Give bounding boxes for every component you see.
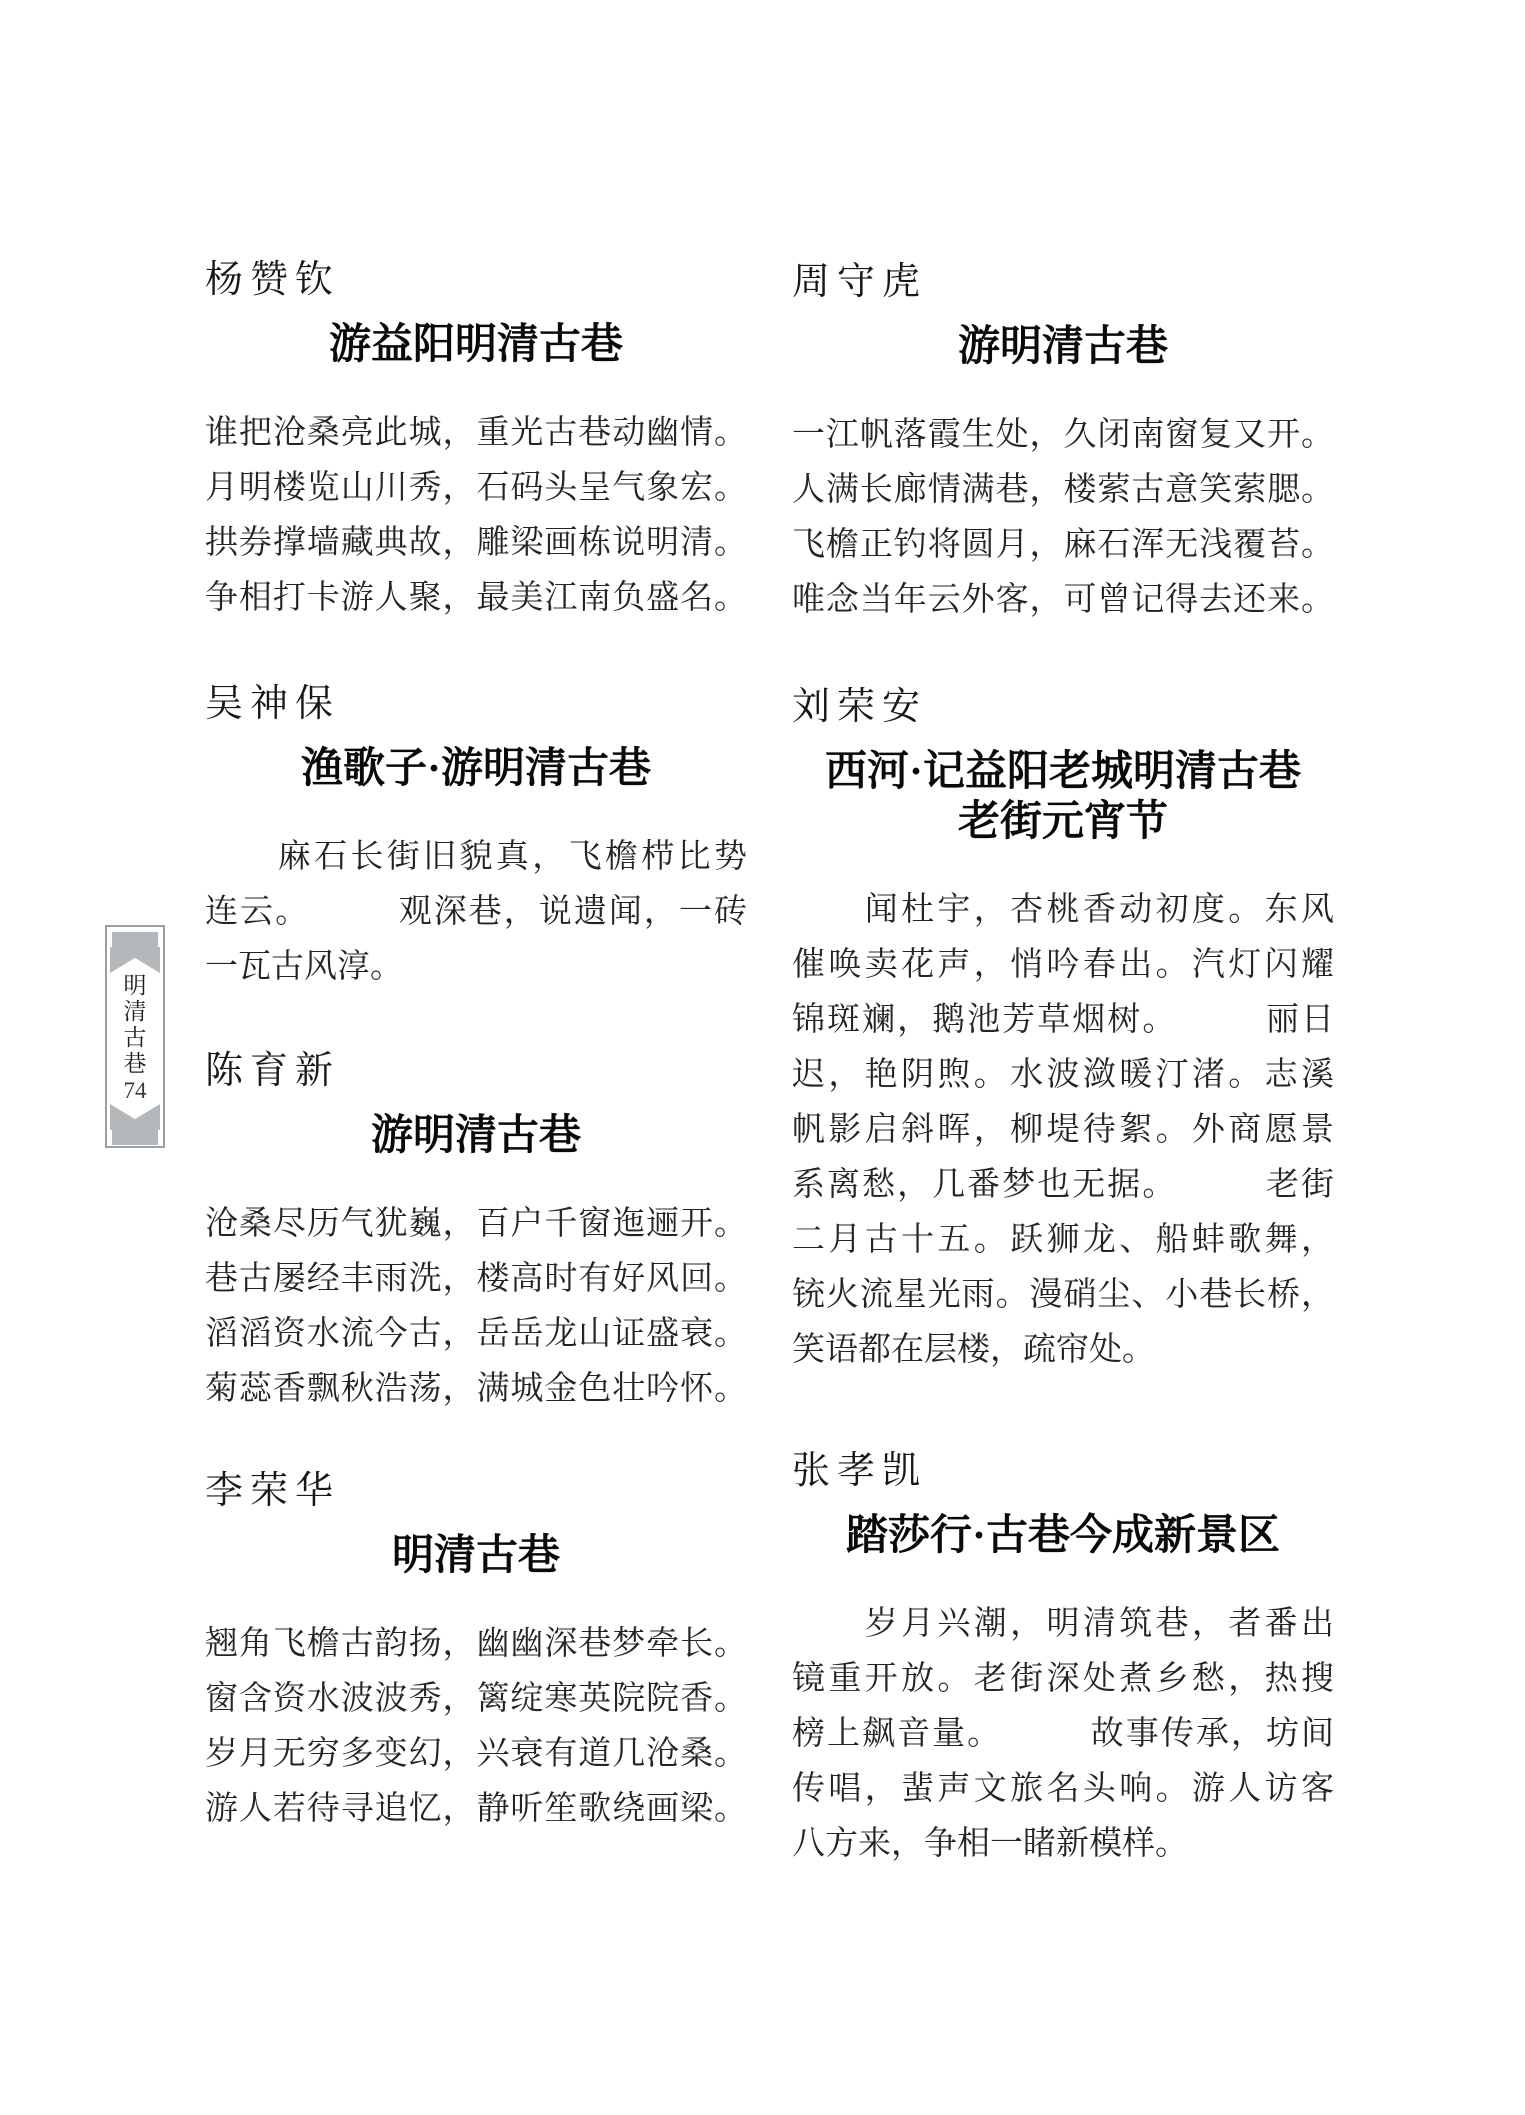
marker-top-bar bbox=[112, 932, 158, 947]
poem-body bbox=[205, 830, 747, 995]
poem-author: 李荣华 bbox=[205, 1470, 341, 1512]
poem-line: 飞檐正钓将圆月，麻石浑无浅覆苔。 bbox=[792, 527, 1334, 563]
poem-line: 榜上飙音量。 故事传承，坊间 bbox=[792, 1716, 1334, 1752]
poem-line: 岁月无穷多变幻，兴衰有道几沧桑。 bbox=[205, 1736, 747, 1772]
marker-vertical-title-char: 明 bbox=[123, 973, 147, 998]
poem-title-line: 明清古巷 bbox=[391, 1533, 560, 1579]
poem-line: 麻石长街旧貌真，飞檐栉比势 bbox=[205, 839, 747, 875]
poem-line: 游人若待寻追忆，静听笙歌绕画梁。 bbox=[205, 1791, 747, 1827]
poem-line: 二月古十五。跃狮龙、船蚌歌舞， bbox=[792, 1222, 1334, 1258]
poem-block bbox=[205, 1047, 747, 1417]
poem-body bbox=[205, 406, 747, 626]
poem-title-line: 游明清古巷 bbox=[370, 1113, 581, 1159]
poem-block bbox=[792, 1447, 1334, 1872]
poem-line: 月明楼览山川秀，石码头呈气象宏。 bbox=[205, 470, 747, 506]
poem-line: 镜重开放。老街深处煮乡愁，热搜 bbox=[792, 1661, 1334, 1697]
poem-line: 唯念当年云外客，可曾记得去还来。 bbox=[792, 582, 1334, 618]
poem-line: 锦斑斓，鹅池芳草烟树。 丽日 bbox=[792, 1002, 1334, 1038]
poem-author: 刘荣安 bbox=[792, 686, 928, 728]
poem-line: 传唱，蜚声文旅名头响。游人访客 bbox=[792, 1771, 1334, 1807]
poem-block bbox=[792, 258, 1334, 628]
poem-line: 翘角飞檐古韵扬，幽幽深巷梦牵长。 bbox=[205, 1626, 747, 1662]
poem-line: 帆影启斜晖，柳堤待絮。外商愿景 bbox=[792, 1112, 1334, 1148]
column-right bbox=[792, 0, 1334, 2115]
poem-block bbox=[205, 1467, 747, 1837]
poem-line: 巷古屡经丰雨洗，楼高时有好风回。 bbox=[205, 1261, 747, 1297]
marker-top-ribbon-icon bbox=[110, 947, 160, 973]
marker-bottom-bar bbox=[112, 1130, 158, 1145]
poem-block bbox=[792, 683, 1334, 1378]
poem-body bbox=[792, 1597, 1334, 1872]
poem-line: 滔滔资水流今古，岳岳龙山证盛衰。 bbox=[205, 1316, 747, 1352]
poem-body bbox=[205, 1617, 747, 1837]
marker-vertical-title-char: 巷 bbox=[123, 1051, 147, 1076]
poem-title-line: 游益阳明清古巷 bbox=[328, 322, 623, 368]
poem-line: 八方来，争相一睹新模样。 bbox=[792, 1826, 1188, 1862]
sidebar-marker bbox=[105, 925, 165, 1148]
poem-author: 周守虎 bbox=[792, 261, 928, 303]
poem-line: 系离愁，几番梦也无据。 老街 bbox=[792, 1167, 1334, 1203]
poem-line: 闻杜宇，杏桃香动初度。东风 bbox=[792, 892, 1334, 928]
poem-author: 吴神保 bbox=[205, 683, 341, 725]
poem-author: 张孝凯 bbox=[792, 1450, 928, 1492]
poem-title-line: 西河·记益阳老城明清古巷 bbox=[824, 749, 1301, 795]
marker-vertical-title bbox=[124, 973, 147, 1077]
column-left bbox=[205, 0, 747, 2115]
poem-block bbox=[205, 680, 747, 995]
poem-line: 一江帆落霞生处，久闭南窗复又开。 bbox=[792, 417, 1334, 453]
poem-body bbox=[792, 883, 1334, 1378]
poem-block bbox=[205, 256, 747, 626]
poem-line: 一瓦古风淳。 bbox=[205, 949, 403, 985]
poem-line: 争相打卡游人聚，最美江南负盛名。 bbox=[205, 580, 747, 616]
poem-author: 陈育新 bbox=[205, 1050, 341, 1092]
poem-author: 杨赞钦 bbox=[205, 259, 341, 301]
marker-vertical-title-char: 清 bbox=[123, 999, 147, 1024]
poem-line: 笑语都在层楼，疏帘处。 bbox=[792, 1332, 1155, 1368]
poem-body bbox=[205, 1197, 747, 1417]
poem-line: 窗含资水波波秀，篱绽寒英院院香。 bbox=[205, 1681, 747, 1717]
poem-line: 铳火流星光雨。漫硝尘、小巷长桥， bbox=[792, 1277, 1334, 1313]
poem-line: 人满长廊情满巷，楼萦古意笑萦腮。 bbox=[792, 472, 1334, 508]
marker-bottom-ribbon-icon bbox=[110, 1104, 160, 1130]
poem-line: 菊蕊香飘秋浩荡，满城金色壮吟怀。 bbox=[205, 1371, 747, 1407]
marker-page-number: 74 bbox=[123, 1078, 147, 1103]
poem-line: 沧桑尽历气犹巍，百户千窗迤逦开。 bbox=[205, 1206, 747, 1242]
poem-line: 连云。 观深巷，说遗闻，一砖 bbox=[205, 894, 747, 930]
marker-vertical-title-char: 古 bbox=[123, 1025, 147, 1050]
poem-title-line: 踏莎行·古巷今成新景区 bbox=[845, 1513, 1280, 1559]
poem-line: 拱券撑墙藏典故，雕梁画栋说明清。 bbox=[205, 525, 747, 561]
poem-line: 催唤卖花声，悄吟春出。汽灯闪耀 bbox=[792, 947, 1334, 983]
poem-title-line: 游明清古巷 bbox=[957, 324, 1168, 370]
poem-body bbox=[792, 408, 1334, 628]
poem-line: 岁月兴潮，明清筑巷，者番出 bbox=[792, 1606, 1334, 1642]
poem-title-line: 渔歌子·游明清古巷 bbox=[300, 746, 651, 792]
poem-title-line: 老街元宵节 bbox=[957, 799, 1168, 845]
poem-line: 迟，艳阴煦。水波潋暖汀渚。志溪 bbox=[792, 1057, 1334, 1093]
poem-line: 谁把沧桑亮此城，重光古巷动幽情。 bbox=[205, 415, 747, 451]
